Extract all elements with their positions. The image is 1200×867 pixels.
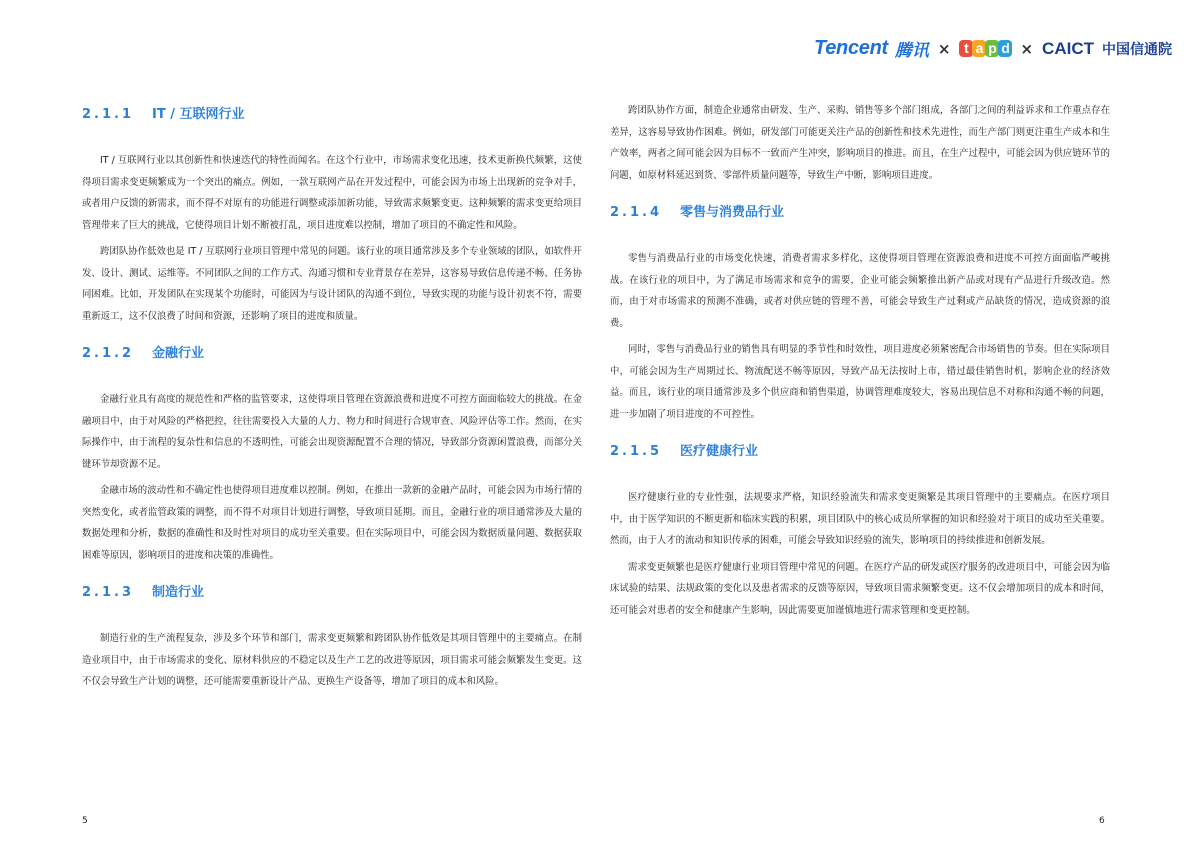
left-column	[82, 100, 582, 698]
section-title: 制造行业	[152, 585, 205, 600]
paragraph: 制造行业的生产流程复杂，涉及多个环节和部门，需求变更频繁和跨团队协作低效是其项目管理中的主要痛点。在制造业项目中，由于市场需求的变化、原材料供应的不稳定以及生产工艺的改进等原因，项目需求可能会频繁发生变更。这不仅会导致生产计划的调整，还可能需要重新设计产品、更换生产设备等，增加了项目的成本和风险。	[82, 633, 582, 687]
section-title: IT / 互联网行业	[152, 107, 245, 122]
tapd-letter: a	[972, 40, 986, 57]
section-title: 零售与消费品行业	[680, 205, 785, 220]
section-heading	[610, 437, 1110, 467]
section-title: 医疗健康行业	[680, 444, 759, 459]
paragraph: 需求变更频繁也是医疗健康行业项目管理中常见的问题。在医疗产品的研发或医疗服务的改进项目中，可能会因为临床试验的结果、法规政策的变化以及患者需求的反馈等原因，导致项目需求频繁变更。这不仅会增加项目的成本和时间，还可能会对患者的安全和健康产生影响，因此需要更加谨慎地进行需求管理和变更控制。	[610, 561, 1110, 616]
header-logos	[814, 36, 1172, 61]
paragraph: IT / 互联网行业以其创新性和快速迭代的特性而闻名。在这个行业中，市场需求变化迅速，技术更新换代频繁，这使得项目需求变更频繁成为一个突出的痛点。例如，一款互联网产品在开发过程中，可能会因为市场上出现新的竞争对手，或者用户反馈的新需求，而不得不对原有的功能进行调整或添加新功能，导致需求频繁变更。这种频繁的需求变更给项目管理带来了巨大的挑战，它使得项目计划不断被打乱，项目进度难以控制，增加了项目的不确定性和风险。	[82, 155, 582, 231]
section-number: 2.1.1	[82, 107, 135, 122]
paragraph: 医疗健康行业的专业性强，法规要求严格，知识经验流失和需求变更频繁是其项目管理中的主要痛点。在医疗项目中，由于医学知识的不断更新和临床实践的积累，项目团队中的核心成员所掌握的知识和经验对于项目的成功至关重要。然而，由于人才的流动和知识传承的困难，可能会导致知识经验的流失，影响项目的持续推进和创新发展。	[610, 492, 1110, 546]
paragraph: 金融行业具有高度的规范性和严格的监管要求，这使得项目管理在资源浪费和进度不可控方面面临较大的挑战。在金融项目中，由于对风险的严格把控，往往需要投入大量的人力、物力和时间进行合规审查、风险评估等工作。然而，在实际操作中，由于流程的复杂性和信息的不透明性，可能会出现资源配置不合理的情况，导致部分资源闲置浪费，而部分关键环节却资源不足。	[82, 394, 582, 470]
section-number: 2.1.5	[610, 444, 663, 459]
right-column	[610, 100, 1110, 626]
tapd-logo	[959, 40, 1011, 57]
section-number: 2.1.3	[82, 585, 135, 600]
page-number: 6	[1099, 816, 1105, 826]
paragraph: 同时，零售与消费品行业的销售具有明显的季节性和时效性，项目进度必须紧密配合市场销售的节奏。但在实际项目中，可能会因为生产周期过长、物流配送不畅等原因，导致产品无法按时上市，错过最佳销售时机，影响企业的经济效益。而且，该行业的项目通常涉及多个供应商和销售渠道，协调管理难度较大，容易出现信息不对称和沟通不畅的问题，进一步加剧了项目进度的不可控性。	[610, 344, 1110, 420]
paragraph: 跨团队协作方面，制造企业通常由研发、生产、采购、销售等多个部门组成，各部门之间的利益诉求和工作重点存在差异，这容易导致协作困难。例如，研发部门可能更关注产品的创新性和技术先进性，而生产部门则更注重生产成本和生产效率，两者之间可能会因为目标不一致而产生冲突，影响项目的推进。而且，在生产过程中，可能会因为供应链环节的问题，如原材料延迟到货、零部件质量问题等，导致生产中断，影响项目进度。	[610, 105, 1110, 181]
paragraph: 零售与消费品行业的市场变化快速，消费者需求多样化，这使得项目管理在资源浪费和进度不可控方面面临严峻挑战。在该行业的项目中，为了满足市场需求和竞争的需要，企业可能会频繁推出新产品或对现有产品进行升级改造。然而，由于对市场需求的预测不准确，或者对供应链的管理不善，可能会导致生产过剩或产品缺货的情况，造成资源的浪费。	[610, 253, 1110, 329]
section-title: 金融行业	[152, 346, 205, 361]
section-number: 2.1.4	[610, 205, 663, 220]
tapd-letter: d	[998, 40, 1012, 57]
caict-logo-cn: 中国信通院	[1102, 41, 1172, 58]
paragraph: 跨团队协作低效也是 IT / 互联网行业项目管理中常见的问题。该行业的项目通常涉及多个专业领域的团队，如软件开发、设计、测试、运维等。不同团队之间的工作方式、沟通习惯和专业背景存在差异，这容易导致信息传递不畅、任务协同困难。比如，开发团队在实现某个功能时，可能因为与设计团队的沟通不到位，导致实现的功能与设计初衷不符，需要重新返工，这不仅浪费了时间和资源，还影响了项目的进度和质量。	[82, 246, 582, 322]
tencent-logo-cn: 腾讯	[894, 41, 929, 61]
paragraph: 金融市场的波动性和不确定性也使得项目进度难以控制。例如，在推出一款新的金融产品时，可能会因为市场行情的突然变化，或者监管政策的调整，而不得不对项目计划进行调整，导致项目延期。而且，金融行业的项目通常涉及大量的数据处理和分析，数据的准确性和及时性对项目的成功至关重要。但在实际项目中，可能会因为数据质量问题、数据获取困难等原因，影响项目的进度和决策的准确性。	[82, 485, 582, 561]
tencent-logo: Tencent	[814, 37, 888, 59]
section-heading	[82, 578, 582, 608]
caict-logo: CAICT	[1042, 38, 1094, 58]
tapd-letter: p	[985, 40, 999, 57]
tapd-letter: t	[959, 40, 973, 57]
section-heading	[82, 339, 582, 369]
page-number: 5	[82, 816, 88, 826]
times-sign: ×	[937, 39, 951, 58]
section-heading	[82, 100, 582, 130]
section-number: 2.1.2	[82, 346, 135, 361]
times-sign: ×	[1020, 39, 1034, 58]
section-heading	[610, 198, 1110, 228]
